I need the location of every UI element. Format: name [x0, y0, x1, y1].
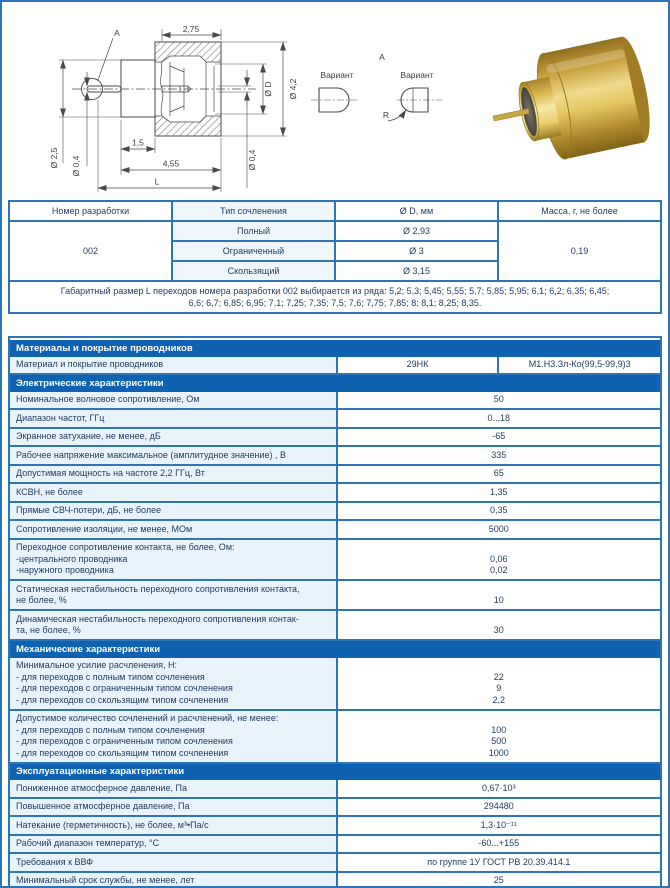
spec-table: [8, 336, 662, 888]
spec-value-line: 25: [493, 875, 504, 885]
spec-row-label: [10, 873, 338, 888]
spec-row-label: [10, 799, 338, 816]
spec-row-value: [338, 873, 660, 888]
spec-value-line: 100: [491, 724, 507, 735]
spec-value-line: 500: [491, 736, 507, 746]
length-note-line-2: 6,6; 6,7; 6,85; 6,95; 7,1; 7,25; 7,35; 7,5; 7,6; 7,75; 7,85; 8; 8,1; 8,25; 8,35.: [188, 298, 482, 308]
summary-mass: 0,19: [498, 221, 661, 281]
spec-value-line: 29НК: [406, 359, 429, 369]
spec-value-line: -60...+155: [478, 838, 520, 848]
spec-row-label: [10, 854, 338, 871]
spec-row-value: [338, 658, 660, 709]
dim-right-socket: Ø 0,4: [247, 149, 257, 171]
spec-row-label: [10, 836, 338, 853]
callout-label-a: А: [114, 28, 120, 38]
spec-row: [10, 854, 660, 873]
connector-body: [488, 34, 657, 172]
spec-row-value: [338, 503, 660, 520]
spec-row-value: [338, 466, 660, 483]
spec-label-line: -центрального проводника: [16, 553, 128, 564]
dim-left-pin: Ø 0,4: [71, 155, 81, 177]
spec-label-line: - для переходов со скользящим типом сочленения: [16, 747, 229, 758]
summary-header-coupling-type: Тип сочленения: [172, 201, 335, 221]
spec-value-line: -65: [492, 431, 506, 441]
spec-row: [10, 780, 660, 799]
spec-row: [10, 581, 660, 611]
spec-row-label: [10, 484, 338, 501]
summary-note-row: [9, 281, 661, 313]
dim-right-outer: Ø 4,2: [288, 78, 298, 100]
summary-diameter: Ø 3: [335, 241, 498, 261]
spec-label-line: Пониженное атмосферное давление, Па: [16, 782, 188, 793]
spec-section-header: Материалы и покрытие проводников: [10, 340, 660, 357]
spec-row-value: [338, 410, 660, 427]
spec-value-line: [342, 614, 656, 626]
spec-row-label: [10, 581, 338, 609]
spec-row-value: [338, 540, 660, 580]
summary-header-diameter: Ø D, мм: [335, 201, 498, 221]
spec-row-label: [10, 357, 338, 374]
summary-coupling-type: Ограниченный: [172, 241, 335, 261]
spec-label-line: Повышенное атмосферное давление, Па: [16, 801, 190, 811]
spec-row-value: [338, 357, 500, 374]
summary-dev-number: 002: [9, 221, 172, 281]
spec-value-line: 0,02: [490, 565, 508, 575]
spec-value-line: 0,06: [490, 553, 508, 564]
dim-left-outer: Ø 2,5: [49, 147, 59, 169]
spec-row-value: [338, 611, 660, 639]
spec-section-header: Электрические характеристики: [10, 375, 660, 392]
spec-value-line: 0,67·10³: [482, 782, 516, 793]
spec-row: [10, 658, 660, 711]
spec-row: [10, 817, 660, 836]
connector-photo: [488, 8, 660, 196]
drawing-area: [8, 8, 662, 200]
spec-row-label: [10, 447, 338, 464]
summary-diameter: Ø 2,93: [335, 221, 498, 241]
spec-label-line: - для переходов со скользящим типом сочленения: [16, 694, 229, 705]
spec-label-line: Допустимое количество сочленений и расчленений, не менее:: [16, 713, 279, 723]
spec-label-line: Диапазон частот, ГГц: [16, 412, 105, 423]
spec-label-line: Рабочий диапазон температур, °С: [16, 838, 160, 848]
spec-row-label: [10, 780, 338, 797]
radius-label: R: [382, 110, 390, 120]
spec-row: [10, 447, 660, 466]
spec-value-line: [342, 660, 656, 672]
length-note-line-1: Габаритный размер L переходов номера разработки 002 выбирается из ряда: 5,2; 5,3; 5,45; 5,55; 5,7; 5,85; 5,95; 6,1; 6,2; 6,35; 6,45;: [60, 286, 610, 296]
spec-row-label: [10, 540, 338, 580]
spec-value-line: 5000: [488, 523, 509, 534]
spec-row-value: [338, 429, 660, 446]
spec-row-value: [338, 780, 660, 797]
spec-value-line: 30: [493, 625, 504, 635]
spec-value-line: 294480: [483, 801, 514, 811]
dim-bottom-l: L: [154, 176, 160, 187]
spec-row-value: [338, 799, 660, 816]
spec-row-label: [10, 466, 338, 483]
spec-label-line: - для переходов с ограниченным типом сочленения: [16, 736, 233, 746]
spec-label-line: та, не более, %: [16, 625, 81, 635]
spec-value-line: 22: [493, 671, 504, 682]
spec-value-line: по группе 1У ГОСТ РВ 20.39.414.1: [427, 856, 571, 867]
spec-value-line: 9: [496, 683, 502, 693]
spec-value-line: [342, 584, 656, 596]
spec-label-line: Минимальное усилие расчленения, Н:: [16, 660, 178, 670]
spec-value-line: 2,2: [492, 694, 506, 705]
spec-row-label: [10, 503, 338, 520]
dim-bottom-1-5: 1,5: [132, 137, 144, 148]
spec-label-line: Экранное затухание, не менее, дБ: [16, 431, 161, 441]
spec-label-line: Рабочее напряжение максимальное (амплитудное значение) , В: [16, 449, 287, 460]
spec-row: [10, 873, 660, 888]
spec-row: [10, 711, 660, 764]
spec-value-line: 1000: [488, 747, 509, 758]
spec-label-line: Сопротивление изоляции, не менее, МОм: [16, 523, 193, 534]
spec-row-value: [338, 711, 660, 762]
spec-section-header: Механические характеристики: [10, 641, 660, 658]
spec-row: [10, 429, 660, 448]
summary-header-row: [9, 201, 661, 221]
spec-value-line: 0,35: [490, 505, 508, 515]
spec-row-value: [338, 854, 660, 871]
variant-views: [311, 52, 442, 121]
spec-label-line: Номинальное волновое сопротивление, Ом: [16, 394, 200, 404]
spec-row: [10, 503, 660, 522]
spec-row-label: [10, 711, 338, 762]
spec-value-line: 50: [493, 394, 504, 404]
spec-label-line: Допустимая мощность на частоте 2,2 ГГц, Вт: [16, 468, 205, 478]
spec-label-line: -наружного проводника: [16, 565, 114, 575]
summary-diameter: Ø 3,15: [335, 261, 498, 281]
spec-value-line: 1,35: [490, 486, 508, 497]
spec-label-line: Требования к ВВФ: [16, 856, 94, 867]
technical-drawing: [10, 8, 480, 196]
spec-label-line: КСВН, не более: [16, 486, 83, 497]
spec-label-line: Статическая нестабильность переходного сопротивления контакта,: [16, 583, 300, 594]
summary-coupling-type: Скользящий: [172, 261, 335, 281]
spec-row: [10, 466, 660, 485]
spec-row-value: [499, 357, 660, 374]
spec-value-line: 0...18: [487, 412, 511, 423]
spec-row-label: [10, 392, 338, 409]
spec-row-value: [338, 447, 660, 464]
spec-row-value: [338, 521, 660, 538]
spec-section-header: Эксплуатационные характеристики: [10, 764, 660, 781]
summary-header-mass: Масса, г, не более: [498, 201, 661, 221]
variant-1-label: Вариант: [320, 70, 354, 80]
dim-bottom-4-55: 4,55: [162, 158, 180, 169]
spec-row: [10, 484, 660, 503]
spec-row: [10, 410, 660, 429]
summary-table: [8, 200, 662, 314]
spec-row: [10, 540, 660, 582]
spec-value-line: 10: [493, 595, 504, 605]
spec-value-line: 65: [493, 468, 504, 478]
dim-top-2-75: 2,75: [182, 24, 200, 34]
spec-row-label: [10, 658, 338, 709]
spec-row-value: [338, 581, 660, 609]
variant-2-label: Вариант: [400, 70, 434, 80]
view-title-a: А: [379, 52, 385, 62]
spec-row-value: [338, 836, 660, 853]
spec-label-line: - для переходов с полным типом сочленения: [16, 724, 205, 735]
spec-value-line: 1,3·10⁻¹¹: [480, 819, 517, 830]
spec-row: [10, 392, 660, 411]
spec-row-label: [10, 521, 338, 538]
spec-label-line: Натекание (герметичность), не более, м³•Па/с: [16, 819, 209, 830]
spec-label-line: Минимальный срок службы, не менее, лет: [16, 875, 195, 885]
spec-row-label: [10, 410, 338, 427]
summary-row: [9, 221, 661, 241]
spec-row-label: [10, 611, 338, 639]
spec-row-value: [338, 392, 660, 409]
spec-label-line: - для переходов с полным типом сочленения: [16, 671, 205, 682]
spec-label-line: Динамическая нестабильность переходного сопротивления контак-: [16, 613, 299, 624]
spec-value-line: [342, 713, 656, 725]
spec-value-line: М1.Н3.Зл-Ко(99,5-99,9)3: [528, 359, 631, 369]
spec-value-line: [342, 542, 656, 554]
summary-coupling-type: Полный: [172, 221, 335, 241]
spec-row: [10, 836, 660, 855]
spec-label-line: Прямые СВЧ-потери, дБ, не более: [16, 505, 162, 515]
main-view: [49, 24, 298, 192]
summary-header-dev-number: Номер разработки: [9, 201, 172, 221]
spec-label-line: не более, %: [16, 595, 67, 605]
spec-row: [10, 521, 660, 540]
spec-row: [10, 611, 660, 641]
spec-row: [10, 799, 660, 818]
spec-row-value: [338, 817, 660, 834]
spec-value-line: 335: [491, 449, 507, 460]
spec-row-label: [10, 429, 338, 446]
spec-row: [10, 357, 660, 376]
spec-label-line: - для переходов с ограниченным типом сочленения: [16, 683, 233, 693]
spec-row-value: [338, 484, 660, 501]
spec-label-line: Переходное сопротивление контакта, не более, Ом:: [16, 542, 235, 552]
dim-right-bore: Ø D: [263, 81, 273, 97]
spec-label-line: Материал и покрытие проводников: [16, 359, 164, 369]
spec-row-label: [10, 817, 338, 834]
